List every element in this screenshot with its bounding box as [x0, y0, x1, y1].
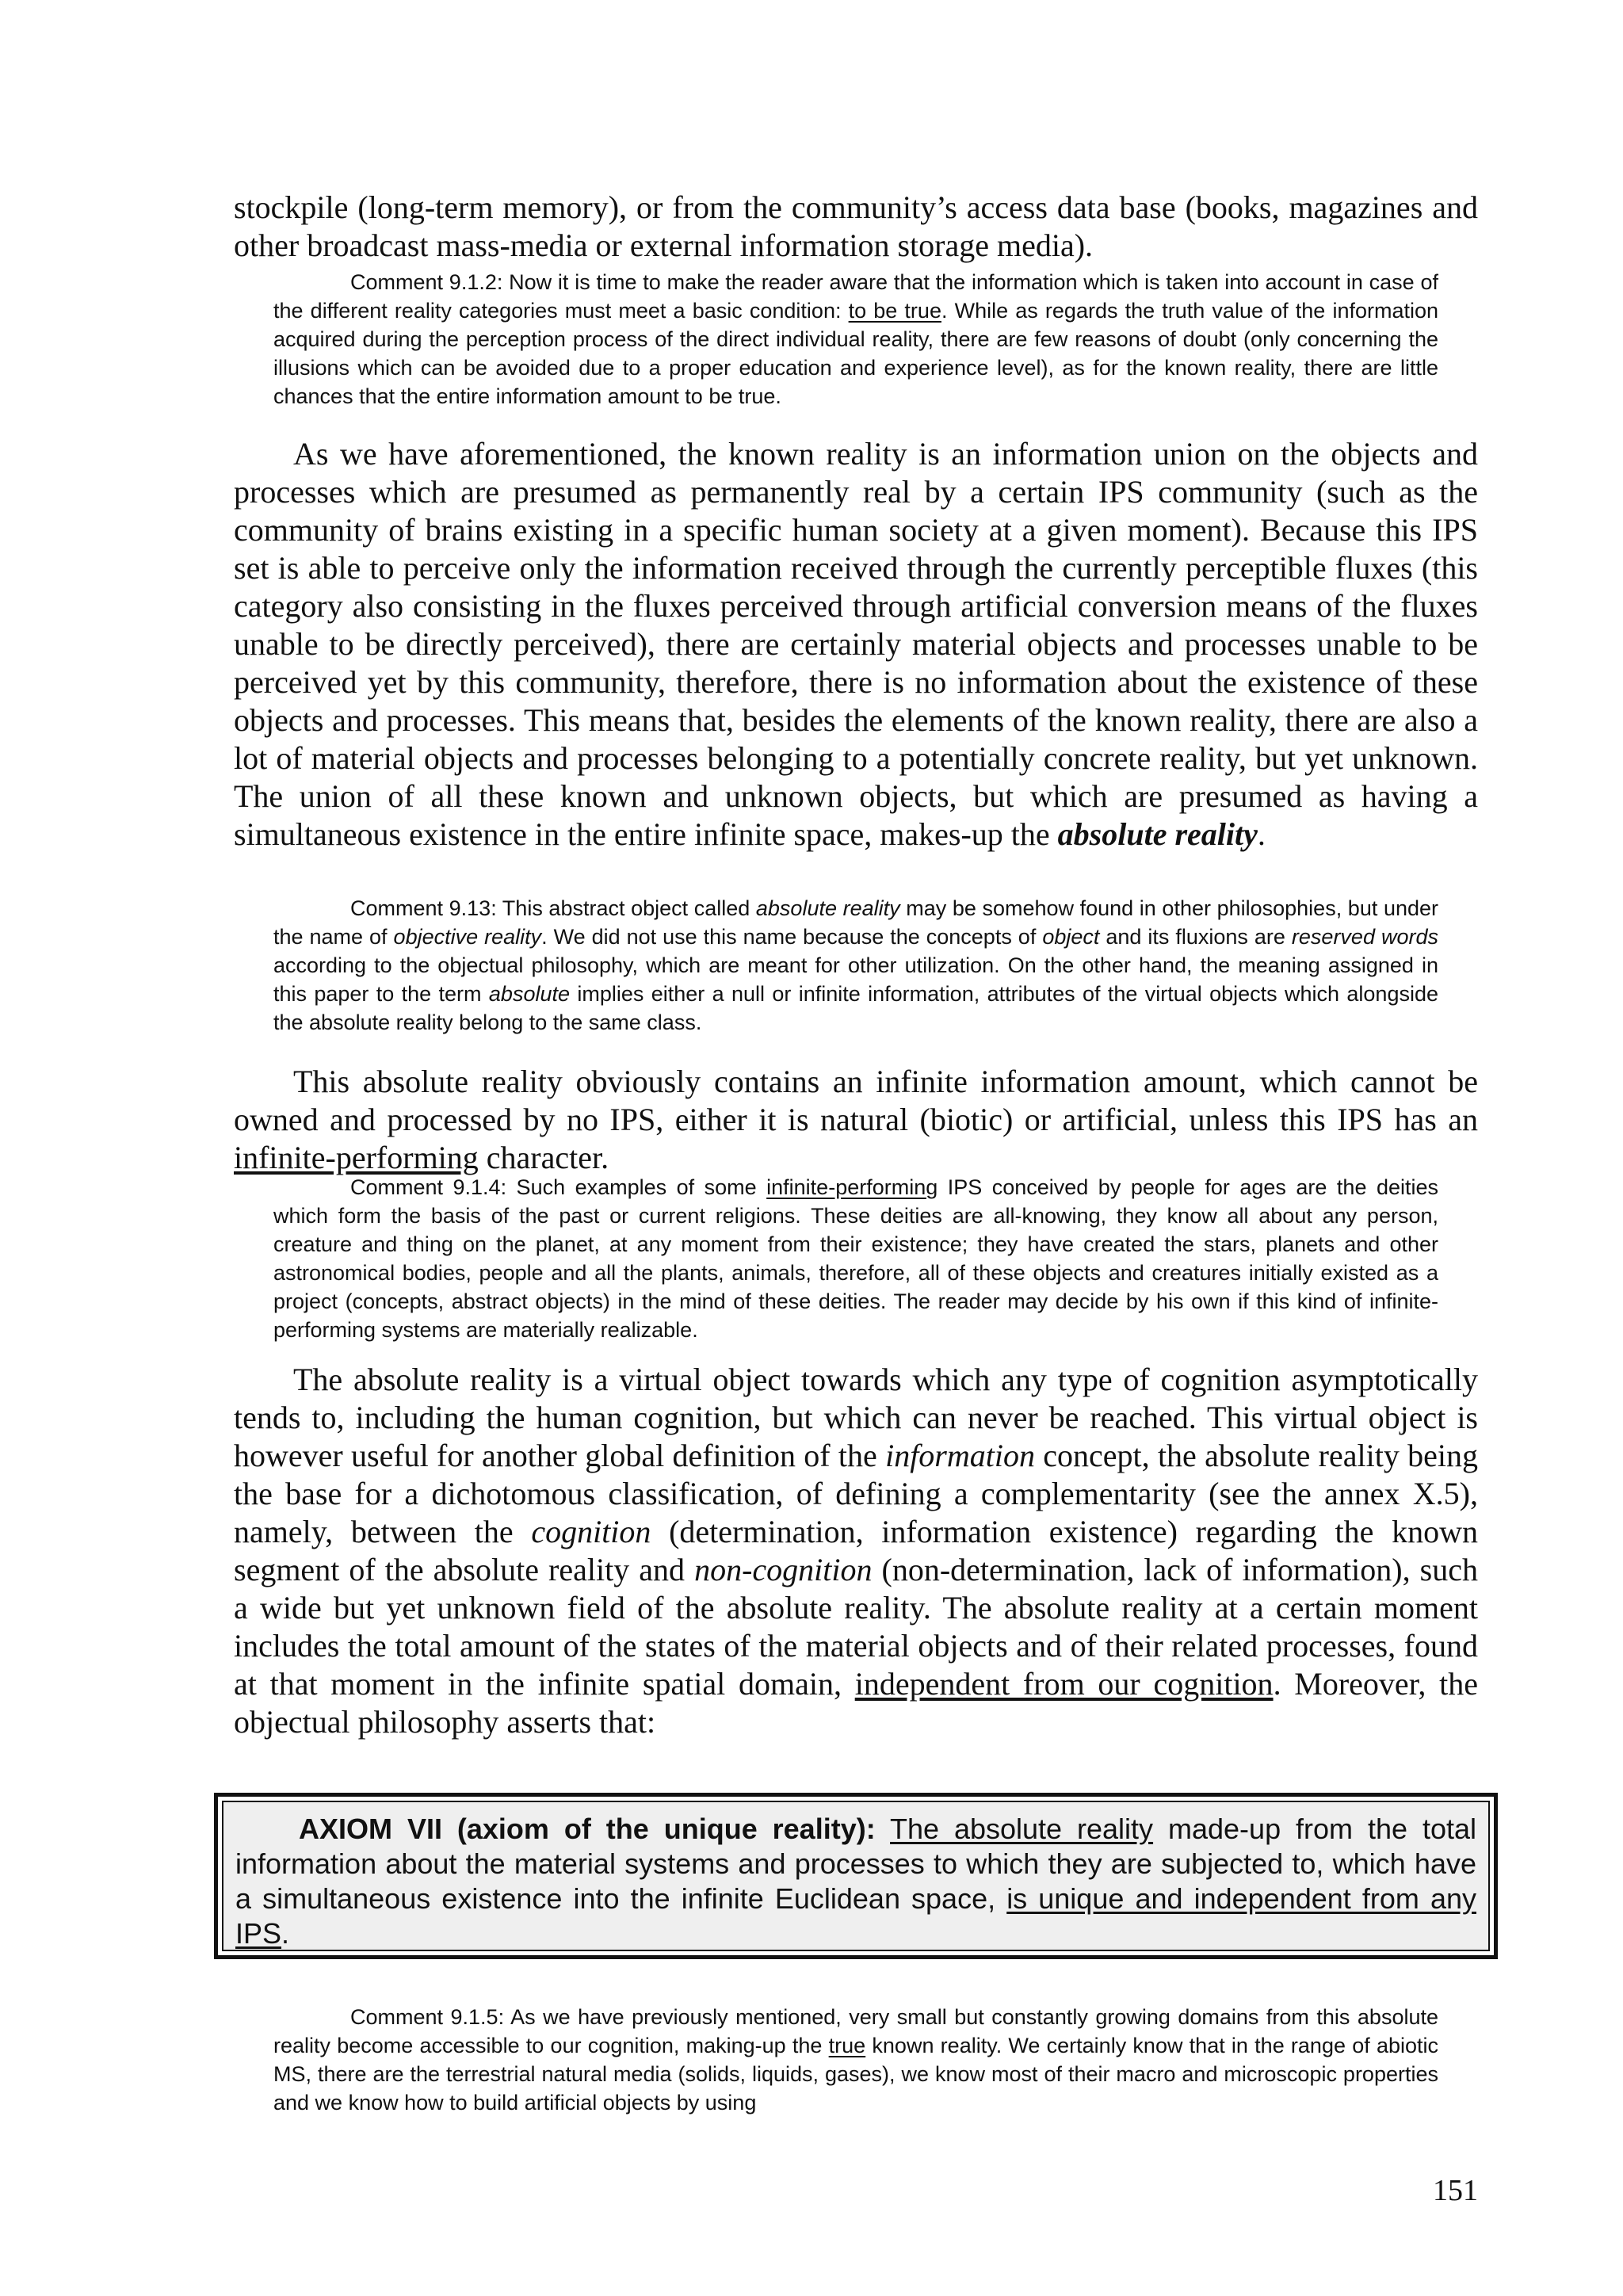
term-absolute-reality: absolute reality	[1057, 816, 1258, 852]
paragraph-virtual-object: The absolute reality is a virtual object towards which any type of cognition asymptotically tends to, including the human cognition, but which can never be reached. This virtual object is however useful for another global definition of the information concept, the absolute reality being the base for a dichotomous classification, of defining a complementarity (see the annex X.5), namely, between the cognition (determination, information existence) regarding the known segment of the absolute reality and non-cognition (non-determination, lack of information), such a wide but yet unknown field of the absolute reality. The absolute reality at a certain moment includes the total amount of the states of the material objects and of their related processes, found at that moment in the infinite spatial domain, independent from our cognition. Moreover, the objectual philosophy asserts that:	[234, 1362, 1479, 1740]
axiom-box	[214, 1793, 1498, 1959]
axiom-text: AXIOM VII (axiom of the unique reality): The absolute reality made-up from the total information about the material systems and processes to which they are subjected to, which have a simultaneous existence into the infinite Euclidean space, is unique and independent from any IPS.	[235, 1813, 1476, 1950]
page-number: 151	[1433, 2174, 1478, 2207]
paragraph-known-reality: As we have aforementioned, the known reality is an information union on the objects and processes which are presumed as permanently real by a certain IPS community (such as the community of brains existing in a specific human society at a given moment). Because this IPS set is able to perceive only the information received through the currently perceptible fluxes (this category also consisting in the fluxes perceived through artificial conversion means of the fluxes unable to be directly perceived), there are certainly material objects and processes unable to be perceived yet by this community, therefore, there is no information about the existence of these objects and processes. This means that, besides the elements of the known reality, there are also a lot of material objects and processes belonging to a potentially concrete reality, but yet unknown. The union of all these known and unknown objects, but which are presumed as having a simultaneous existence in the entire infinite space, makes-up the absolute reality.	[234, 436, 1478, 852]
paragraph-infinite-information: This absolute reality obviously contains an infinite information amount, which cannot be owned and processed by no IPS, either it is natural (biotic) or artificial, unless this IPS has an infinite-performing character.	[234, 1064, 1478, 1175]
underlined-phrase: The absolute reality	[890, 1813, 1154, 1845]
underlined-phrase: infinite-performing	[234, 1140, 479, 1175]
underlined-phrase: infinite-performing	[766, 1175, 938, 1199]
underlined-phrase: to be true	[848, 299, 941, 323]
paragraph-text: stockpile (long-term memory), or from the community’s access data base (books, magazines and other broadcast mass-media or external information storage media).	[234, 189, 1478, 263]
axiom-box-inner	[222, 1801, 1490, 1951]
underlined-phrase: true	[828, 2034, 866, 2057]
axiom-title: AXIOM VII (axiom of the unique reality):	[299, 1813, 876, 1845]
underlined-phrase: is unique and independent from any IPS	[235, 1882, 1476, 1950]
comment-9-1-2: Comment 9.1.2: Now it is time to make the reader aware that the information which is taken into account in case of the different reality categories must meet a basic condition: to be true. While as regards the truth value of the information acquired during the perception process of the direct individual reality, there are few reasons of doubt (only concerning the illusions which can be avoided due to a proper education and experience level), as for the known reality, there are little chances that the entire information amount to be true.	[273, 270, 1439, 408]
comment-9-1-5: Comment 9.1.5: As we have previously mentioned, very small but constantly growing domains from this absolute reality become accessible to our cognition, making-up the true known reality. We certainly know that in the range of abiotic MS, there are the terrestrial natural media (solids, liquids, gases), we know most of their macro and microscopic properties and we know how to build artificial objects by using	[273, 2005, 1438, 2115]
underlined-phrase: independent from our cognition	[854, 1666, 1274, 1702]
paragraph-continuation	[234, 189, 1478, 265]
comment-9-1-4: Comment 9.1.4: Such examples of some infinite-performing IPS conceived by people for ages are the deities which form the basis of the past or current religions. These deities are all-knowing, they know all about any person, creature and thing on the planet, at any moment from their existence; they have created the stars, planets and other astronomical bodies, people and all the plants, animals, therefore, all of these objects and creatures initially existed as a project (concepts, abstract objects) in the mind of these deities. The reader may decide by his own if this kind of infinite-performing systems are materially realizable.	[273, 1175, 1438, 1342]
comment-9-13: Comment 9.13: This abstract object called absolute reality may be somehow found in other philosophies, but under the name of objective reality. We did not use this name because the concepts of object and its fluxions are reserved words according to the objectual philosophy, which are meant for other utilization. On the other hand, the meaning assigned in this paper to the term absolute implies either a null or infinite information, attributes of the virtual objects which alongside the absolute reality belong to the same class.	[273, 896, 1438, 1034]
